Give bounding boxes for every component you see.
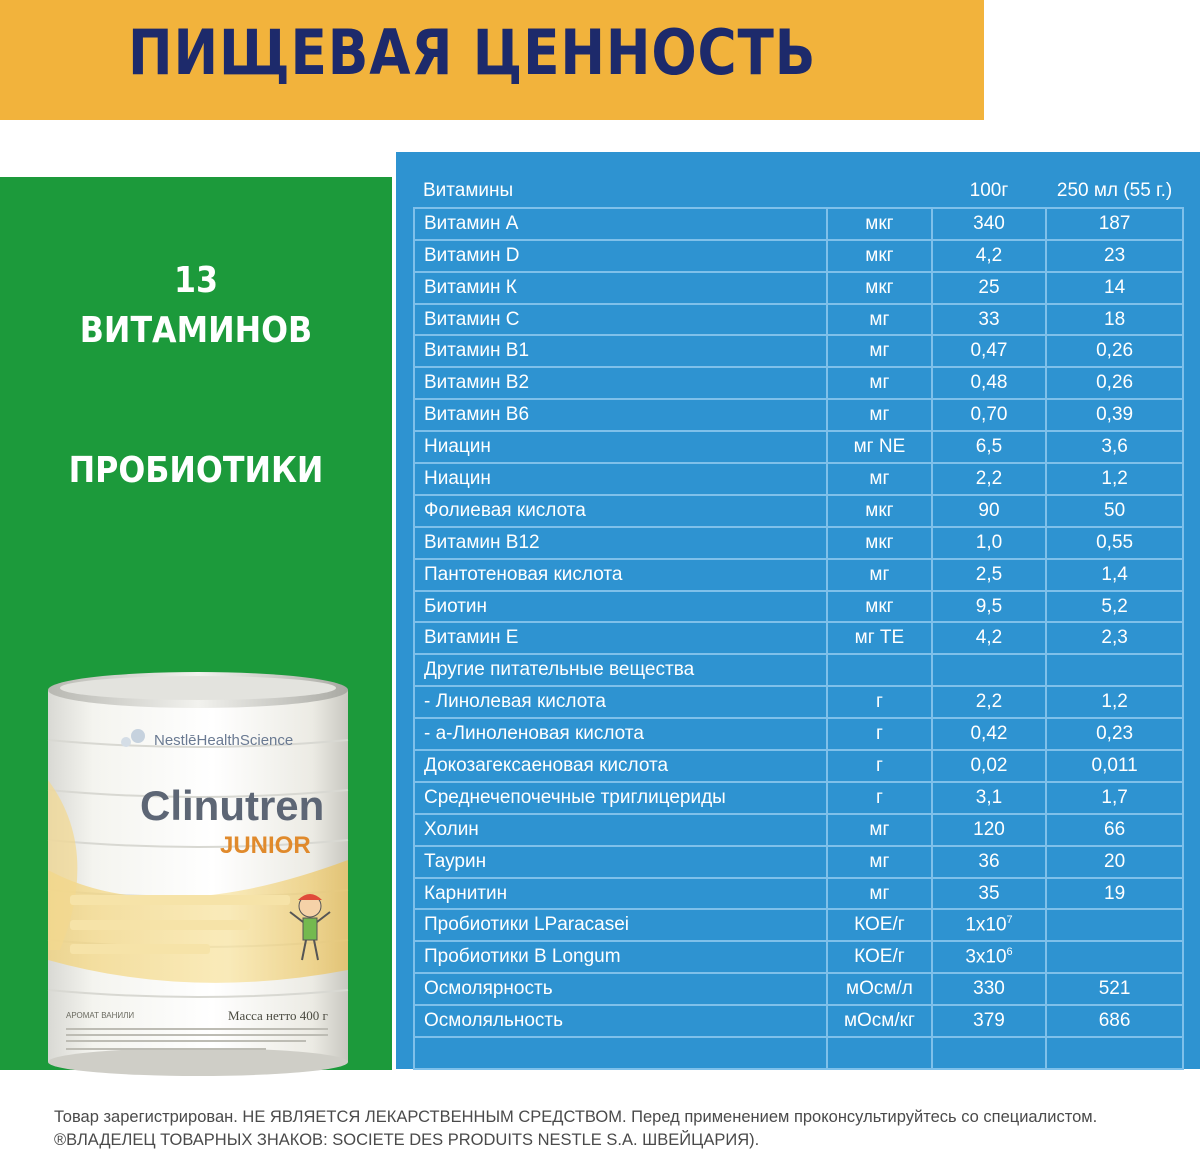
table-row (414, 718, 1183, 750)
cell-unit: мг (827, 846, 932, 878)
cell-per-100g: $3x10^6$ (932, 941, 1046, 973)
cell-unit: мг (827, 814, 932, 846)
cell-nutrient-name: Ниацин (414, 431, 827, 463)
table-row (414, 622, 1183, 654)
cell-nutrient-name: Фолиевая кислота (414, 495, 827, 527)
cell-per-portion: 23 (1046, 240, 1183, 272)
nutrition-table (413, 176, 1184, 1070)
cell-per-100g: 4,2 (932, 240, 1046, 272)
cell-nutrient-name: Витамин В12 (414, 527, 827, 559)
header-per-portion: 250 мл (55 г.) (1046, 176, 1183, 208)
cell-nutrient-name: Биотин (414, 591, 827, 623)
cell-nutrient-name: Ниацин (414, 463, 827, 495)
cell-nutrient-name: Карнитин (414, 878, 827, 910)
cell-unit: мг (827, 399, 932, 431)
product-can-image (40, 670, 360, 1080)
table-row (414, 559, 1183, 591)
cell-nutrient-name: Осмолярность (414, 973, 827, 1005)
cell-per-100g: 379 (932, 1005, 1046, 1037)
footer-disclaimer: Товар зарегистрирован. НЕ ЯВЛЯЕТСЯ ЛЕКАРСТВЕННЫМ СРЕДСТВОМ. Перед применением проконсультируйтесь со специалистом. (54, 1108, 1098, 1126)
cell-per-portion: 0,23 (1046, 718, 1183, 750)
cell-per-portion: 5,2 (1046, 591, 1183, 623)
cell-per-portion: 1,2 (1046, 686, 1183, 718)
cell-unit: мОсм/л (827, 973, 932, 1005)
table-row (414, 654, 1183, 686)
cell-unit: мг (827, 559, 932, 591)
cell-nutrient-name: Пантотеновая кислота (414, 559, 827, 591)
cell-per-portion (1046, 909, 1183, 941)
cell-unit: мкг (827, 240, 932, 272)
cell-unit: г (827, 686, 932, 718)
cell-per-portion: 66 (1046, 814, 1183, 846)
cell-unit: мОсм/кг (827, 1005, 932, 1037)
cell-per-100g: 90 (932, 495, 1046, 527)
cell-nutrient-name: Осмоляльность (414, 1005, 827, 1037)
cell-unit: г (827, 718, 932, 750)
cell-per-100g: 36 (932, 846, 1046, 878)
cell-unit: мг (827, 304, 932, 336)
product-name-logo: Clinutren (140, 782, 325, 829)
table-row (414, 208, 1183, 240)
cell-unit (827, 654, 932, 686)
cell-per-100g: 120 (932, 814, 1046, 846)
vitamins-count: 13 (173, 260, 219, 301)
cell-unit: г (827, 750, 932, 782)
cell-nutrient-name: Холин (414, 814, 827, 846)
table-row (414, 1037, 1183, 1069)
cell-nutrient-name: Витамин Е (414, 622, 827, 654)
header-unit (827, 176, 932, 208)
vitamins-label: ВИТАМИНОВ (79, 310, 313, 351)
footer-trademark: ®ВЛАДЕЛЕЦ ТОВАРНЫХ ЗНАКОВ: SOCIETE DES PRODUITS NESTLE S.A. ШВЕЙЦАРИЯ). (54, 1131, 760, 1149)
cell-unit: мг (827, 878, 932, 910)
cell-nutrient-name: Витамин С (414, 304, 827, 336)
cell-per-100g: 0,70 (932, 399, 1046, 431)
table-row (414, 909, 1183, 941)
cell-per-portion: 18 (1046, 304, 1183, 336)
cell-per-portion: 3,6 (1046, 431, 1183, 463)
cell-unit: мг (827, 367, 932, 399)
table-row (414, 240, 1183, 272)
cell-per-100g: 25 (932, 272, 1046, 304)
cell-per-100g: 4,2 (932, 622, 1046, 654)
cell-per-portion: 0,011 (1046, 750, 1183, 782)
header-per-100g: 100г (932, 176, 1046, 208)
cell-nutrient-name: Пробиотики LParacasei (414, 909, 827, 941)
cell-per-portion: 14 (1046, 272, 1183, 304)
cell-per-portion (1046, 941, 1183, 973)
cell-per-portion: 686 (1046, 1005, 1183, 1037)
cell-nutrient-name: - а-Линоленовая кислота (414, 718, 827, 750)
cell-unit: мг NE (827, 431, 932, 463)
table-row (414, 591, 1183, 623)
cell-unit: КОЕ/г (827, 941, 932, 973)
cell-nutrient-name: Докозагексаеновая кислота (414, 750, 827, 782)
nutrition-table-body (414, 176, 1183, 1069)
cell-per-portion: 0,55 (1046, 527, 1183, 559)
cell-per-portion (1046, 654, 1183, 686)
cell-unit: КОЕ/г (827, 909, 932, 941)
cell-nutrient-name (414, 1037, 827, 1069)
table-row (414, 304, 1183, 336)
cell-per-100g: $1x10^7$ (932, 909, 1046, 941)
cell-per-100g (932, 1037, 1046, 1069)
cell-unit: г (827, 782, 932, 814)
cell-per-100g: 33 (932, 304, 1046, 336)
cell-per-100g: 1,0 (932, 527, 1046, 559)
cell-per-portion: 19 (1046, 878, 1183, 910)
cell-nutrient-name: Витамин В6 (414, 399, 827, 431)
table-row (414, 750, 1183, 782)
cell-per-portion (1046, 1037, 1183, 1069)
exponent: 6 (1006, 946, 1013, 959)
cell-per-100g: 3,1 (932, 782, 1046, 814)
exponent: 7 (1006, 914, 1013, 927)
cell-per-100g: 2,2 (932, 463, 1046, 495)
cell-unit: мкг (827, 272, 932, 304)
cell-per-portion: 0,26 (1046, 367, 1183, 399)
table-row (414, 272, 1183, 304)
table-row (414, 527, 1183, 559)
cell-per-100g: 6,5 (932, 431, 1046, 463)
cell-per-portion: 1,4 (1046, 559, 1183, 591)
cell-per-portion: 521 (1046, 973, 1183, 1005)
header-name: Витамины (414, 176, 827, 208)
cell-nutrient-name: Таурин (414, 846, 827, 878)
table-row (414, 686, 1183, 718)
table-row (414, 463, 1183, 495)
page-title: ПИЩЕВАЯ ЦЕННОСТЬ (128, 16, 817, 89)
cell-per-portion: 187 (1046, 208, 1183, 240)
cell-unit: мг (827, 463, 932, 495)
table-row (414, 367, 1183, 399)
cell-per-portion: 50 (1046, 495, 1183, 527)
cell-nutrient-name: Витамин К (414, 272, 827, 304)
table-row (414, 399, 1183, 431)
table-row (414, 495, 1183, 527)
cell-per-portion: 1,7 (1046, 782, 1183, 814)
cell-unit: мг ТЕ (827, 622, 932, 654)
cell-per-100g: 9,5 (932, 591, 1046, 623)
product-sub-logo: JUNIOR (220, 832, 311, 859)
header-banner (0, 0, 984, 120)
cell-nutrient-name: Витамин D (414, 240, 827, 272)
cell-unit (827, 1037, 932, 1069)
cell-nutrient-name: Витамин А (414, 208, 827, 240)
cell-per-portion: 0,39 (1046, 399, 1183, 431)
table-header-row (414, 176, 1183, 208)
table-row (414, 941, 1183, 973)
cell-per-100g: 0,02 (932, 750, 1046, 782)
probiotics-label: ПРОБИОТИКИ (68, 450, 324, 491)
cell-per-100g: 0,47 (932, 335, 1046, 367)
table-row (414, 973, 1183, 1005)
table-row (414, 1005, 1183, 1037)
cell-per-100g: 340 (932, 208, 1046, 240)
cell-unit: мг (827, 335, 932, 367)
table-row (414, 878, 1183, 910)
cell-per-portion: 2,3 (1046, 622, 1183, 654)
cell-per-portion: 1,2 (1046, 463, 1183, 495)
brand-logo-text: NestlēHealthScience (154, 732, 294, 749)
cell-nutrient-name: Другие питательные вещества (414, 654, 827, 686)
cell-per-100g: 2,5 (932, 559, 1046, 591)
cell-unit: мкг (827, 208, 932, 240)
flavor-label: АРОМАТ ВАНИЛИ (66, 1011, 135, 1020)
cell-nutrient-name: Витамин В2 (414, 367, 827, 399)
cell-per-100g (932, 654, 1046, 686)
table-row (414, 846, 1183, 878)
cell-per-100g: 330 (932, 973, 1046, 1005)
cell-nutrient-name: - Линолевая кислота (414, 686, 827, 718)
cell-per-100g: 2,2 (932, 686, 1046, 718)
cell-nutrient-name: Витамин В1 (414, 335, 827, 367)
table-row (414, 782, 1183, 814)
table-row (414, 431, 1183, 463)
cell-nutrient-name: Среднечепочечные триглицериды (414, 782, 827, 814)
cell-per-100g: 35 (932, 878, 1046, 910)
table-row (414, 814, 1183, 846)
product-can-illustration (40, 670, 360, 1080)
can-bottom-rim (48, 1048, 348, 1076)
cell-per-portion: 20 (1046, 846, 1183, 878)
cell-per-100g: 0,42 (932, 718, 1046, 750)
cell-unit: мкг (827, 591, 932, 623)
cell-per-100g: 0,48 (932, 367, 1046, 399)
cell-unit: мкг (827, 495, 932, 527)
cell-per-portion: 0,26 (1046, 335, 1183, 367)
cell-unit: мкг (827, 527, 932, 559)
table-row (414, 335, 1183, 367)
net-weight-label: Масса нетто 400 г (228, 1008, 328, 1023)
cell-nutrient-name: Пробиотики В Longum (414, 941, 827, 973)
